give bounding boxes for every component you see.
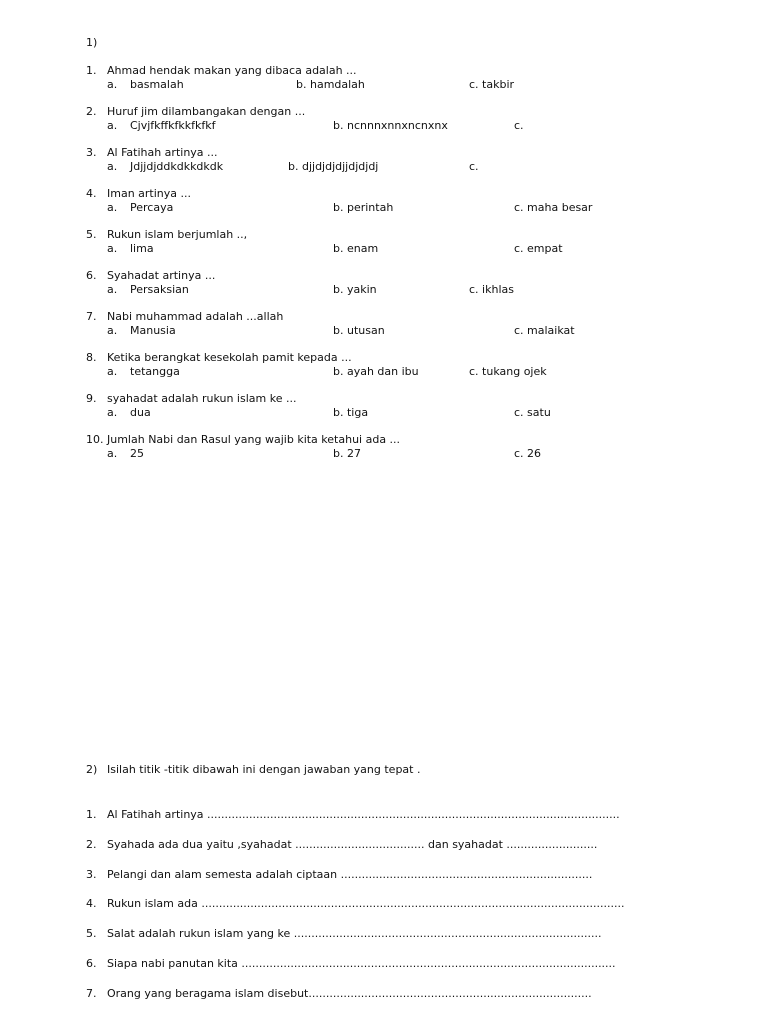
option-c: c. ikhlas <box>469 283 514 296</box>
option-a: 25 <box>130 447 144 460</box>
question-number: 10. <box>86 433 104 446</box>
option-b: b. utusan <box>333 324 385 337</box>
question-number: 8. <box>86 351 97 364</box>
fill-item-text: Al Fatihah artinya ...................................................................................................................... <box>107 808 620 821</box>
option-b: b. perintah <box>333 201 394 214</box>
option-a: Jdjjdjddkdkkdkdk <box>130 160 224 173</box>
fill-item-number: 7. <box>86 987 97 1000</box>
question-text: Jumlah Nabi dan Rasul yang wajib kita ketahui ada ... <box>107 433 401 446</box>
option-a-letter: a. <box>107 78 118 91</box>
option-c: c. 26 <box>514 447 542 460</box>
option-b: b. tiga <box>333 406 369 419</box>
option-c: c. malaikat <box>514 324 575 337</box>
section-2-label: 2) <box>86 763 98 776</box>
fill-item-text: Syahada ada dua yaitu ,syahadat ..................................... dan syahadat .......................... <box>107 838 598 851</box>
fill-item-text: Orang yang beragama islam disebut................................................................................. <box>107 987 592 1000</box>
option-a-letter: a. <box>107 324 118 337</box>
fill-item-number: 4. <box>86 897 97 910</box>
question-number: 1. <box>86 64 97 77</box>
option-a-letter: a. <box>107 201 118 214</box>
option-b: b. djjdjdjdjjdjdjdj <box>288 160 379 173</box>
question-text: Rukun islam berjumlah .., <box>107 228 248 241</box>
option-b: b. hamdalah <box>296 78 365 91</box>
fill-item-text: Salat adalah rukun islam yang ke ........................................................................................ <box>107 927 602 940</box>
question-number: 2. <box>86 105 97 118</box>
question-number: 6. <box>86 269 97 282</box>
question-number: 3. <box>86 146 97 159</box>
question-text: Iman artinya ... <box>107 187 192 200</box>
option-a-letter: a. <box>107 160 118 173</box>
question-number: 5. <box>86 228 97 241</box>
option-c: c. empat <box>514 242 563 255</box>
fill-item-number: 6. <box>86 957 97 970</box>
fill-item-number: 3. <box>86 868 97 881</box>
question-text: Nabi muhammad adalah ...allah <box>107 310 284 323</box>
question-text: Syahadat artinya ... <box>107 269 216 282</box>
option-b: b. 27 <box>333 447 361 460</box>
question-number: 7. <box>86 310 97 323</box>
fill-item-text: Rukun islam ada ......................................................................................................................... <box>107 897 625 910</box>
option-b: b. ayah dan ibu <box>333 365 419 378</box>
fill-item-number: 1. <box>86 808 97 821</box>
option-a-letter: a. <box>107 365 118 378</box>
option-a: Cjvjfkffkfkkfkfkf <box>130 119 216 132</box>
option-a: dua <box>130 406 151 419</box>
fill-item-number: 5. <box>86 927 97 940</box>
option-a: Percaya <box>130 201 174 214</box>
option-a-letter: a. <box>107 283 118 296</box>
option-c: c. satu <box>514 406 551 419</box>
question-text: syahadat adalah rukun islam ke ... <box>107 392 297 405</box>
option-a-letter: a. <box>107 447 118 460</box>
section-1-label: 1) <box>86 36 98 49</box>
option-a-letter: a. <box>107 242 118 255</box>
question-text: Huruf jim dilambangakan dengan ... <box>107 105 306 118</box>
question-text: Al Fatihah artinya ... <box>107 146 218 159</box>
section-2-instruction: Isilah titik -titik dibawah ini dengan jawaban yang tepat . <box>107 763 421 776</box>
option-c: c. tukang ojek <box>469 365 547 378</box>
option-a-letter: a. <box>107 406 118 419</box>
option-b: b. yakin <box>333 283 377 296</box>
option-a-letter: a. <box>107 119 118 132</box>
option-b: b. ncnnnxnnxncnxnx <box>333 119 448 132</box>
option-b: b. enam <box>333 242 379 255</box>
question-number: 9. <box>86 392 97 405</box>
fill-item-text: Pelangi dan alam semesta adalah ciptaan ........................................................................ <box>107 868 593 881</box>
option-c: c. takbir <box>469 78 515 91</box>
option-a: basmalah <box>130 78 184 91</box>
option-a: Persaksian <box>130 283 189 296</box>
question-text: Ketika berangkat kesekolah pamit kepada ... <box>107 351 352 364</box>
option-a: tetangga <box>130 365 180 378</box>
option-c: c. <box>469 160 479 173</box>
question-number: 4. <box>86 187 97 200</box>
option-c: c. maha besar <box>514 201 593 214</box>
fill-item-text: Siapa nabi panutan kita ........................................................................................................... <box>107 957 616 970</box>
option-a: Manusia <box>130 324 176 337</box>
option-a: lima <box>130 242 154 255</box>
fill-item-number: 2. <box>86 838 97 851</box>
option-c: c. <box>514 119 524 132</box>
question-text: Ahmad hendak makan yang dibaca adalah ... <box>107 64 357 77</box>
